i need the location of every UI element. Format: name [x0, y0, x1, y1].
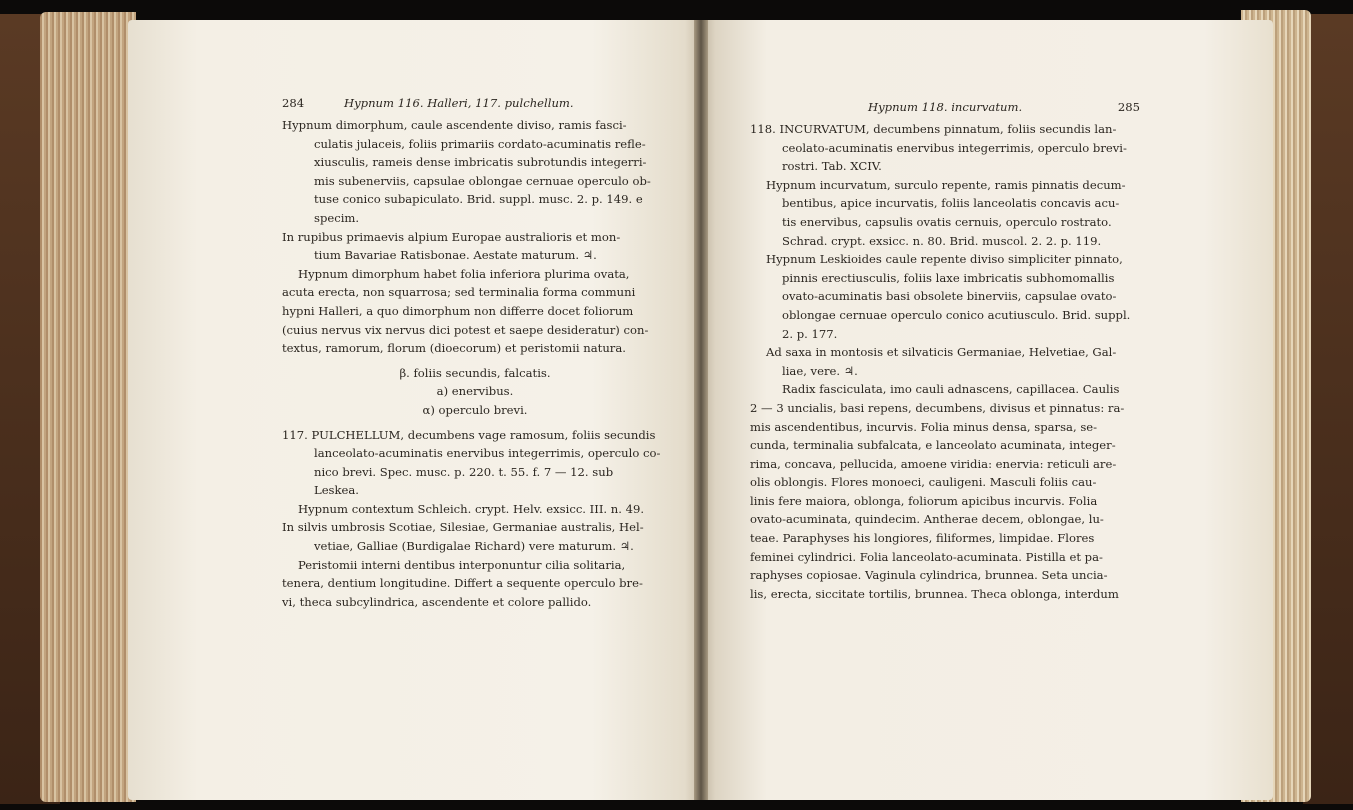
- text-line: hypni Halleri, a quo dimorphum non differre docet foliorum: [282, 303, 634, 318]
- text-line: teae. Paraphyses his longiores, filiformes, limpidae. Flores: [750, 531, 1095, 546]
- text-line: 117. PULCHELLUM, decumbens vage ramosum, foliis secundis: [282, 427, 656, 442]
- text-line: Schrad. crypt. exsicc. n. 80. Brid. muscol. 2. 2. p. 119.: [782, 233, 1102, 248]
- text-line: In rupibus primaevis alpium Europae australioris et mon-: [282, 229, 621, 244]
- text-line: Hypnum dimorphum habet folia inferiora plurima ovata,: [298, 266, 630, 281]
- text-line: α) operculo brevi.: [422, 402, 528, 417]
- text-line: lis, erecta, siccitate tortilis, brunnea. Theca oblonga, interdum: [750, 586, 1119, 601]
- text-line: raphyses copiosae. Vaginula cylindrica, brunnea. Seta uncia-: [750, 568, 1108, 583]
- text-line: rostri. Tab. XCIV.: [782, 159, 882, 174]
- text-line: lanceolato-acuminatis enervibus integerrimis, operculo co-: [314, 446, 661, 461]
- text-line: Hypnum incurvatum, surculo repente, ramis pinnatis decum-: [766, 177, 1126, 192]
- text-line: mis subenerviis, capsulae oblongae cernuae operculo ob-: [314, 173, 651, 188]
- text-line: oblongae cernuae operculo conico acutiusculo. Brid. suppl.: [782, 307, 1131, 322]
- text-line: bentibus, apice incurvatis, foliis lanceolatis concavis acu-: [782, 196, 1120, 211]
- text-line: textus, ramorum, florum (dioecorum) et peristomii natura.: [282, 341, 626, 356]
- text-line: acuta erecta, non squarrosa; sed terminalia forma communi: [282, 285, 636, 300]
- text-line: (cuius nervus vix nervus dici potest et saepe desideratur) con-: [282, 322, 649, 337]
- page-edges-left: [40, 12, 136, 802]
- text-line: a) enervibus.: [436, 384, 514, 399]
- text-line: ovato-acuminatis basi obsolete binerviis, capsulae ovato-: [782, 289, 1117, 304]
- text-line: specim.: [314, 210, 360, 225]
- book-gutter: [694, 20, 708, 800]
- text-line: Hypnum contextum Schleich. crypt. Helv. exsicc. III. n. 49.: [298, 501, 645, 516]
- left-page-text: [282, 94, 668, 611]
- right-page-header: [750, 98, 1140, 120]
- text-line: β. foliis secundis, falcatis.: [399, 365, 551, 380]
- text-line: 2 — 3 uncialis, basi repens, decumbens, divisus et pinnatus: ra-: [750, 400, 1125, 415]
- text-line: culatis julaceis, foliis primariis cordato-acuminatis refle-: [314, 136, 646, 151]
- text-line: Hypnum dimorphum, caule ascendente diviso, ramis fasci-: [282, 118, 627, 132]
- text-line: rima, concava, pellucida, amoene viridia: enervia: reticuli are-: [750, 456, 1117, 471]
- left-page-header: [282, 94, 668, 116]
- text-line: cunda, terminalia subfalcata, e lanceolato acuminata, integer-: [750, 438, 1116, 453]
- text-line: Peristomii interni dentibus interponuntur cilia solitaria,: [298, 557, 626, 572]
- right-page-text: [750, 98, 1140, 603]
- text-line: 2. p. 177.: [782, 326, 838, 341]
- text-line: tis enervibus, capsulis ovatis cernuis, operculo rostrato.: [782, 214, 1112, 229]
- text-line: vi, theca subcylindrica, ascendente et colore pallido.: [282, 594, 592, 609]
- text-line: Leskea.: [314, 483, 359, 498]
- right-page-number: 285: [1117, 100, 1140, 114]
- text-line: vetiae, Galliae (Burdigalae Richard) vere maturum. ♃.: [314, 539, 634, 554]
- left-page-number: 284: [282, 96, 305, 110]
- text-line: liae, vere. ♃.: [782, 363, 858, 378]
- text-line: Radix fasciculata, imo cauli adnascens, capillacea. Caulis: [782, 382, 1120, 397]
- text-line: linis fere maiora, oblonga, foliorum apicibus incurvis. Folia: [750, 493, 1098, 508]
- text-line: feminei cylindrici. Folia lanceolato-acuminata. Pistilla et pa-: [750, 549, 1103, 564]
- text-line: tuse conico subapiculato. Brid. suppl. musc. 2. p. 149. e: [314, 192, 643, 207]
- text-line: nico brevi. Spec. musc. p. 220. t. 55. f. 7 — 12. sub: [314, 464, 614, 479]
- text-line: Ad saxa in montosis et silvaticis Germaniae, Helvetiae, Gal-: [766, 345, 1117, 360]
- text-line: xiusculis, rameis dense imbricatis subrotundis integerri-: [314, 155, 647, 170]
- text-line: mis ascendentibus, incurvis. Folia minus densa, sparsa, se-: [750, 419, 1098, 434]
- text-line: ovato-acuminata, quindecim. Antherae decem, oblongae, lu-: [750, 512, 1104, 527]
- right-running-title: Hypnum 118. incurvatum.: [868, 100, 1023, 114]
- text-line: 118. INCURVATUM, decumbens pinnatum, foliis secundis lan-: [750, 122, 1117, 136]
- text-line: tenera, dentium longitudine. Differt a sequente operculo bre-: [282, 576, 643, 591]
- text-line: ceolato-acuminatis enervibus integerrimis, operculo brevi-: [782, 140, 1127, 155]
- text-line: olis oblongis. Flores monoeci, cauligeni. Masculi foliis cau-: [750, 475, 1097, 490]
- text-line: tium Bavariae Ratisbonae. Aestate maturum. ♃.: [314, 248, 597, 263]
- left-running-title: Hypnum 116. Halleri, 117. pulchellum.: [344, 96, 574, 110]
- text-line: In silvis umbrosis Scotiae, Silesiae, Germaniae australis, Hel-: [282, 520, 644, 535]
- text-line: pinnis erectiusculis, foliis laxe imbricatis subhomomallis: [782, 270, 1115, 285]
- text-line: Hypnum Leskioides caule repente diviso simpliciter pinnato,: [766, 252, 1123, 267]
